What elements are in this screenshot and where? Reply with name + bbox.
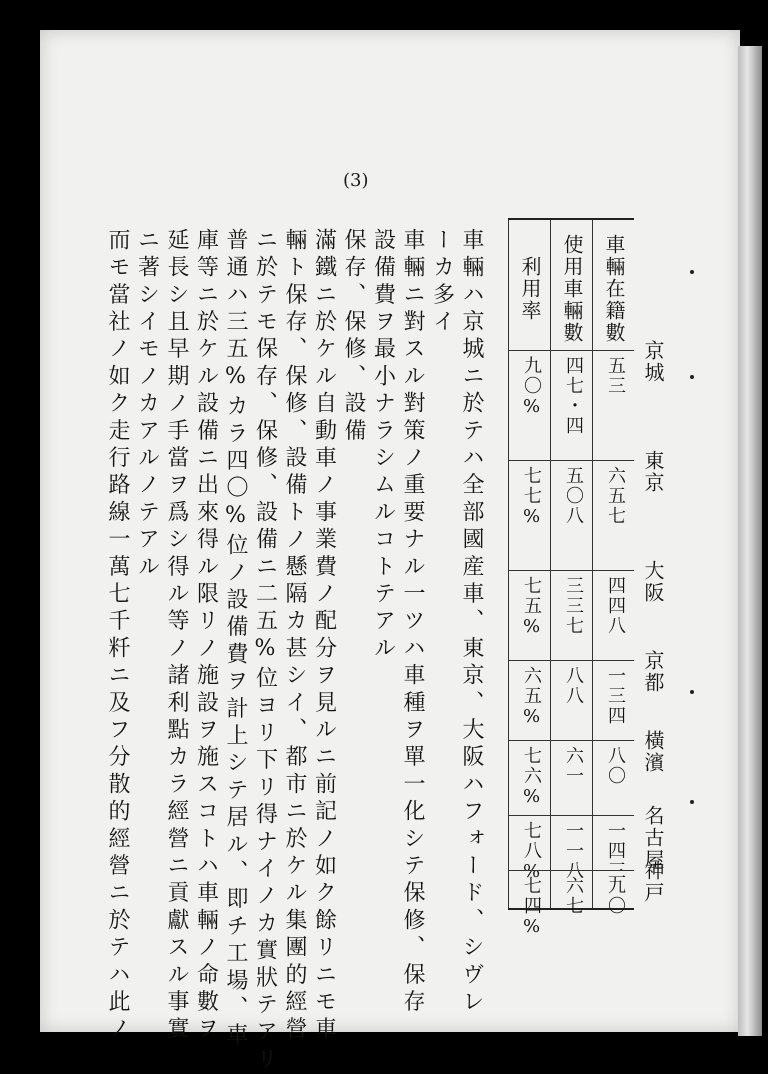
table-cell: 六五七: [605, 466, 626, 526]
table-cell: 五三: [605, 356, 626, 396]
text-column: 滿鐵ニ於ケル自動車ノ事業費ノ配分ヲ見ルニ前記ノ如ク餘リニモ車: [311, 228, 337, 1045]
table-row-divider: [508, 460, 634, 461]
table-row-divider: [508, 815, 634, 816]
label-rate: 利用率: [518, 256, 542, 322]
city-name: 名古屋: [641, 805, 665, 871]
table-cell: 五〇八: [563, 466, 584, 526]
text-column: 設備費ヲ最小ナラシムルコトテアル: [370, 228, 396, 664]
table-cell: 一三四: [605, 666, 626, 726]
text-column: 普通ハ三五%カラ四〇%位ノ設備費ヲ計上シテ居ル、即チ工場、車: [223, 228, 248, 1050]
city-name: 東京: [641, 450, 665, 494]
text-column: 車輛ニ對スル對策ノ重要ナル一ツハ車種ヲ單一化シテ保修、保存: [400, 228, 425, 1017]
table-cell: 九〇: [605, 876, 626, 916]
table-cell: 一四三: [605, 821, 626, 881]
text-column: 保存、保修、設備: [341, 228, 366, 446]
row-header-registered: [592, 220, 635, 908]
city-name: 京城: [641, 340, 665, 384]
table-cell: 九〇%: [521, 356, 542, 419]
table-cell: 六七: [563, 876, 584, 916]
city-name: 京都: [641, 650, 665, 694]
table-cell: 一一八: [563, 821, 584, 881]
table-row-divider: [508, 870, 634, 871]
page-edge: [738, 46, 762, 1036]
table-row-divider: [508, 570, 634, 571]
table-row-divider: [508, 660, 634, 661]
text-column: ーカ多イ: [429, 228, 455, 337]
text-column: 而モ當社ノ如ク走行路線一萬七千粁ニ及フ分散的經營ニ於テハ此ノ: [105, 228, 130, 1044]
table-cell: 七五%: [521, 576, 542, 639]
table-cell: 八〇: [605, 746, 626, 786]
row-header-used: [550, 220, 593, 908]
margin-mark: [690, 375, 694, 379]
table-cell: 七六%: [521, 746, 542, 809]
city-name: 橫濱: [641, 730, 665, 774]
table-cell: 三三七: [563, 576, 584, 636]
margin-mark: [690, 270, 694, 274]
text-column: 車輛ハ京城ニ於テハ全部國産車、東京、大阪ハフォード、シヴレ: [459, 228, 484, 1017]
text-column: ニ於テモ保存、保修、設備ニ二五%位ヨリ下リ得ナイノカ實狀テアリ: [252, 228, 278, 1074]
table-cell: 七七%: [521, 466, 542, 529]
city-name: 神戸: [641, 860, 665, 904]
table-cell: 八八: [563, 666, 584, 706]
margin-mark: [690, 800, 694, 804]
text-column: 庫等ニ於ケル設備ニ出來得ル限リノ施設ヲ施スコトハ車輛ノ命數ヲ: [193, 228, 219, 1044]
margin-mark: [690, 690, 694, 694]
table-cell: 六一: [563, 746, 584, 786]
page-number: (3): [343, 170, 369, 191]
label-used: 使用車輛數: [560, 234, 584, 344]
table-row-divider: [508, 350, 634, 351]
table-cell: 七八%: [521, 821, 542, 884]
table-cell: 四四八: [605, 576, 626, 636]
text-column: 輛ト保存、保修、設備トノ懸隔カ甚シイ、都市ニ於ケル集團的經營: [282, 228, 307, 1044]
table-cell: 六五%: [521, 666, 542, 729]
text-column: 延長シ且早期ノ手當ヲ爲シ得ル等ノ諸利點カラ經營ニ貢獻スル事實: [164, 228, 189, 1044]
table-cell: 七四%: [521, 876, 542, 939]
city-name: 大阪: [641, 560, 665, 604]
text-column: ニ著シイモノカアルノテアル: [134, 228, 160, 582]
label-registered: 車輛在籍數: [602, 234, 626, 344]
table-row-divider: [508, 740, 634, 741]
table-cell: 四七・四: [563, 356, 584, 436]
